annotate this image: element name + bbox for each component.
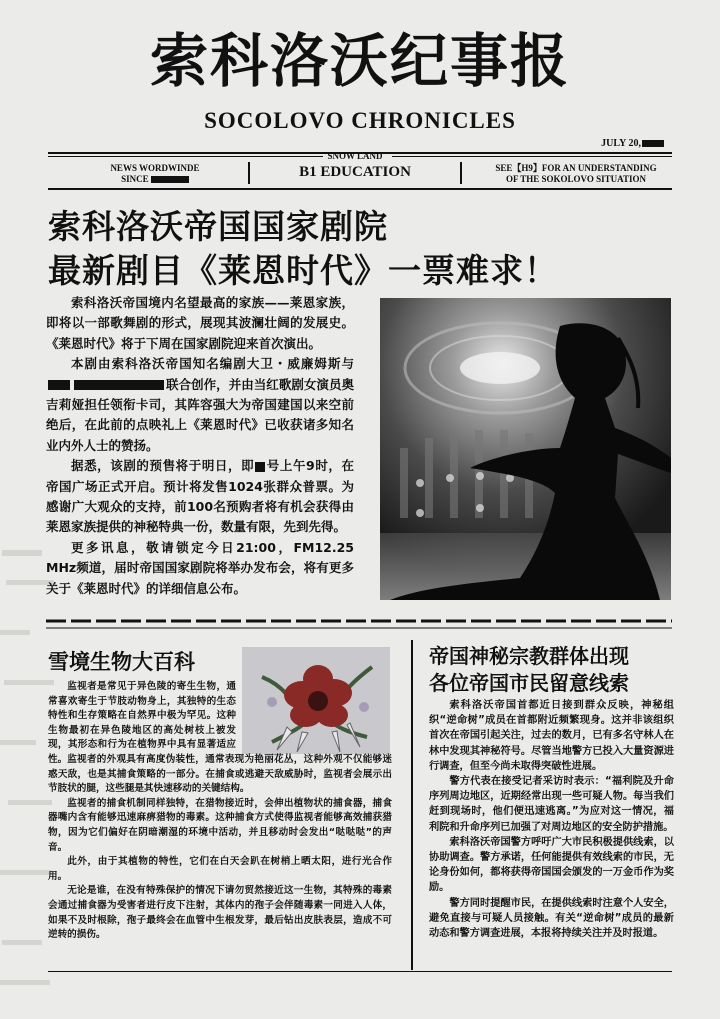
band-divider-left — [248, 162, 250, 184]
biology-body — [48, 753, 392, 943]
lead-paragraph-3 — [46, 456, 354, 538]
lead-article — [46, 293, 354, 599]
band-bottom-rule — [48, 188, 672, 190]
band-right-line1: SEE【H9】FOR AN UNDERSTANDING — [495, 163, 657, 173]
redaction-bar — [48, 380, 70, 390]
band-left-line2-wrap — [70, 174, 240, 185]
biology-paragraph-1: 监视者是常见于异色陵的寄生生物，通常喜欢寄生于节肢动物身上，其独特的生态特性和生存策略在自然界中极为罕见。这种生物最初在异色陵地区的高处树枝上被发现，其形态和行为在植物界中具有显著适应性。 — [48, 681, 236, 765]
band-left-line1: NEWS WORDWINDE — [110, 163, 200, 173]
cult-paragraph-2: 警方代表在接受记者采访时表示：“福利院及升命序列周边地区，近期经常出现一些可疑人物。每当我们赶到现场时，他们便迅速逃离。”为应对这一情况，福利院和升命序列已加强了对周边地区的安全防护措施。 — [429, 776, 674, 833]
issue-date-text: JULY 20, — [601, 138, 641, 149]
lead-paragraph-1: 索科洛沃帝国境内名望最高的家族——莱恩家族，即将以一部歌舞剧的形式，展现其波澜壮阔的发展史。《莱恩时代》将于下周在国家剧院迎来首次演出。 — [46, 295, 354, 351]
issue-date — [601, 138, 664, 149]
lead-headline-line2: 最新剧目《莱恩时代》一票难求！ — [48, 251, 558, 290]
masthead-subtitle: SOCOLOVO CHRONICLES — [204, 108, 516, 133]
redaction-bar — [74, 380, 164, 390]
lead-p3-b: 号上午9时，在帝国广场正式开启。预计将发售1024张群众普票。为感谢广大观众的支持，前100名预购者将有机会获得由莱恩家族提供的神秘特典一份，数量有限，先到先得。 — [46, 458, 354, 535]
biology-paragraph-2: 监视者的外观具有高度伪装性，通常表现为艳丽花丛，这种外观不仅能够迷惑天敌，也是其捕食策略的一部分。在捕食或逃避天敌威胁时，监视者会展示出节肢状的腿，这些腿是其快速移动的关键结构。 — [48, 754, 392, 795]
band-center-top: SNOW LAND — [327, 151, 383, 161]
lead-paragraph-2 — [46, 354, 354, 456]
bottom-rule — [48, 971, 672, 972]
biology-paragraph-4: 此外，由于其植物的特性，它们在白天会趴在树梢上晒太阳，进行光合作用。 — [48, 856, 392, 882]
lead-p3-a: 据悉，该剧的预售将于明日，即 — [71, 458, 255, 474]
theater-photo — [380, 298, 671, 600]
section-separator — [46, 619, 672, 631]
band-left — [70, 163, 240, 185]
biology-section-title: 雪境生物大百科 — [48, 650, 195, 674]
cult-title-line1: 帝国神秘宗教群体出现 — [429, 644, 629, 668]
lead-paragraph-4: 更多讯息，敬请锁定今日21:00，FM12.25 MHz频道，届时帝国国家剧院将举办发布会，将有更多关于《莱恩时代》的详细信息公布。 — [46, 539, 354, 596]
cult-article — [429, 698, 674, 941]
band-left-line2: SINCE — [121, 174, 149, 184]
lead-headline — [48, 205, 688, 293]
redaction-bar — [255, 462, 265, 472]
theater-silhouette-image — [380, 298, 671, 600]
band-divider-right — [460, 162, 462, 184]
band-right-line2: OF THE SOKOLOVO SITUATION — [506, 174, 646, 184]
cult-title-line2: 各位帝国市民留意线索 — [429, 671, 629, 695]
lead-headline-line1: 索科洛沃帝国国家剧院 — [48, 207, 388, 246]
masthead-title: 索科洛沃纪事报 — [149, 27, 570, 95]
cult-paragraph-4: 警方同时提醒市民，在提供线索时注意个人安全，避免直接与可疑人员接触。有关“逆命树”成员的最新动态和警方调查进展，本报将持续关注并及时报道。 — [429, 897, 674, 940]
cult-paragraph-3: 索科洛沃帝国警方呼吁广大市民积极提供线索，以协助调查。警方承诺，任何能提供有效线索的市民，无论身份如何，都将获得帝国国会颁发的一万金币作为奖励。 — [429, 836, 674, 894]
lead-p2-b: 联合创作，并由当红歌剧女演员奥吉莉娅担任领衔卡司，其阵容强大为帝国建国以来空前绝后，在此前的点映礼上《莱恩时代》已收获诸多知名业内外人士的赞扬。 — [46, 376, 354, 453]
creature-photo — [242, 647, 390, 754]
lead-p2-a: 本剧由索科洛沃帝国知名编剧大卫・威廉姆斯与 — [71, 356, 354, 372]
redaction-bar — [151, 176, 189, 183]
cult-section-title — [429, 643, 679, 697]
biology-paragraph-5: 无论是谁，在没有特殊保护的情况下请勿贸然接近这一生物，其特殊的毒素会通过捕食器为受害者进行皮下注射，其体内的孢子会伴随毒素一同进入人体，如果不及时根除，孢子最终会在血管中生根发芽，最后钻出皮肤表层，造成不可逆转的损伤。 — [48, 885, 392, 941]
redaction-bar — [642, 140, 664, 147]
band-right — [466, 163, 686, 185]
band-center: B1 EDUCATION — [299, 164, 411, 180]
column-divider — [411, 640, 413, 970]
cult-paragraph-1: 索科洛沃帝国首都近日接到群众反映，神秘组织“逆命树”成员在首都附近频繁现身。这并非该组织首次在帝国引起关注，过去的数月，已有多名守林人在林中发现其神秘符号。尽管当地警方已投入大量资源进行调查，但至今尚未取得突破性进展。 — [429, 700, 674, 772]
watcher-flower-image — [242, 647, 390, 754]
biology-paragraph-3: 监视者的捕食机制同样独特，在猎物接近时，会伸出植物状的捕食器，捕食器嘴内含有能够迅速麻痹猎物的毒素。这种捕食方式使得监视者能够高效捕获猎物，因为它们偏好在阴暗潮湿的环境中活动，并且移动时会发出“哒哒哒”的声音。 — [48, 797, 392, 853]
